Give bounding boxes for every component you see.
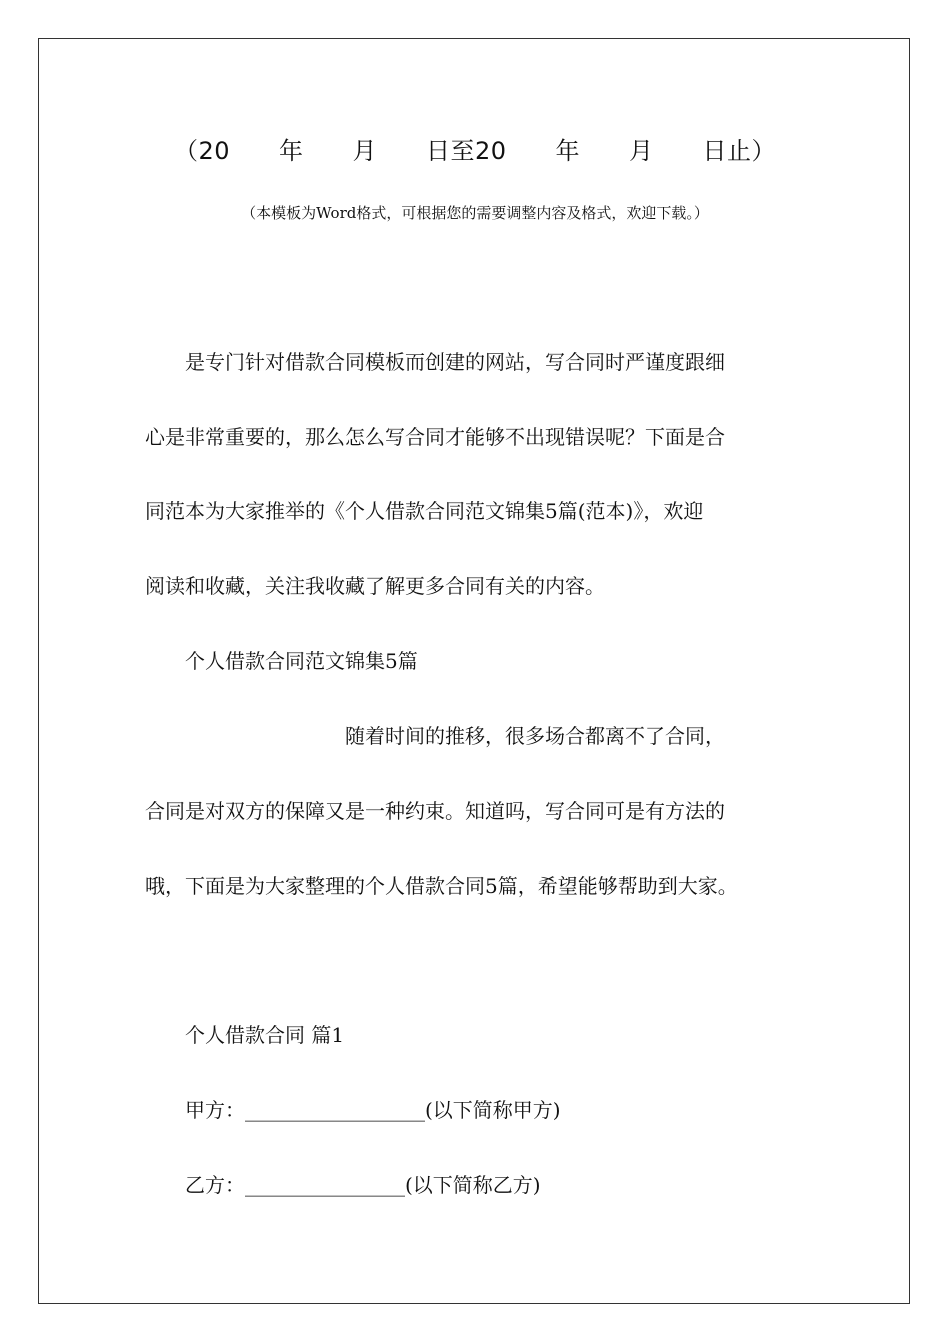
para2-line-2: 合同是对双方的保障又是一种约束。知道吗，写合同可是有方法的 <box>145 799 725 823</box>
date-range-heading: （20 年 月 日至20 年 月 日止） <box>173 137 777 165</box>
intro-line-4: 阅读和收藏，关注我收藏了解更多合同有关的内容。 <box>145 574 605 598</box>
collection-title: 个人借款合同范文锦集5篇 <box>145 649 418 673</box>
intro-line-1: 是专门针对借款合同模板而创建的网站，写合同时严谨度跟细 <box>145 350 725 374</box>
party-a-line: 甲方：__________________(以下简称甲方) <box>145 1098 561 1122</box>
template-note: （本模板为Word格式，可根据您的需要调整内容及格式，欢迎下载。） <box>241 204 709 222</box>
para2-line-1: 随着时间的推移，很多场合都离不了合同， <box>145 724 725 748</box>
party-b-line: 乙方：________________(以下简称乙方) <box>145 1173 541 1197</box>
intro-line-3: 同范本为大家推举的《个人借款合同范文锦集5篇(范本)》，欢迎 <box>145 499 704 523</box>
para2-line-3: 哦，下面是为大家整理的个人借款合同5篇，希望能够帮助到大家。 <box>145 874 738 898</box>
intro-line-2: 心是非常重要的，那么怎么写合同才能够不出现错误呢？下面是合 <box>145 425 725 449</box>
contract-title: 个人借款合同 篇1 <box>145 1023 345 1047</box>
